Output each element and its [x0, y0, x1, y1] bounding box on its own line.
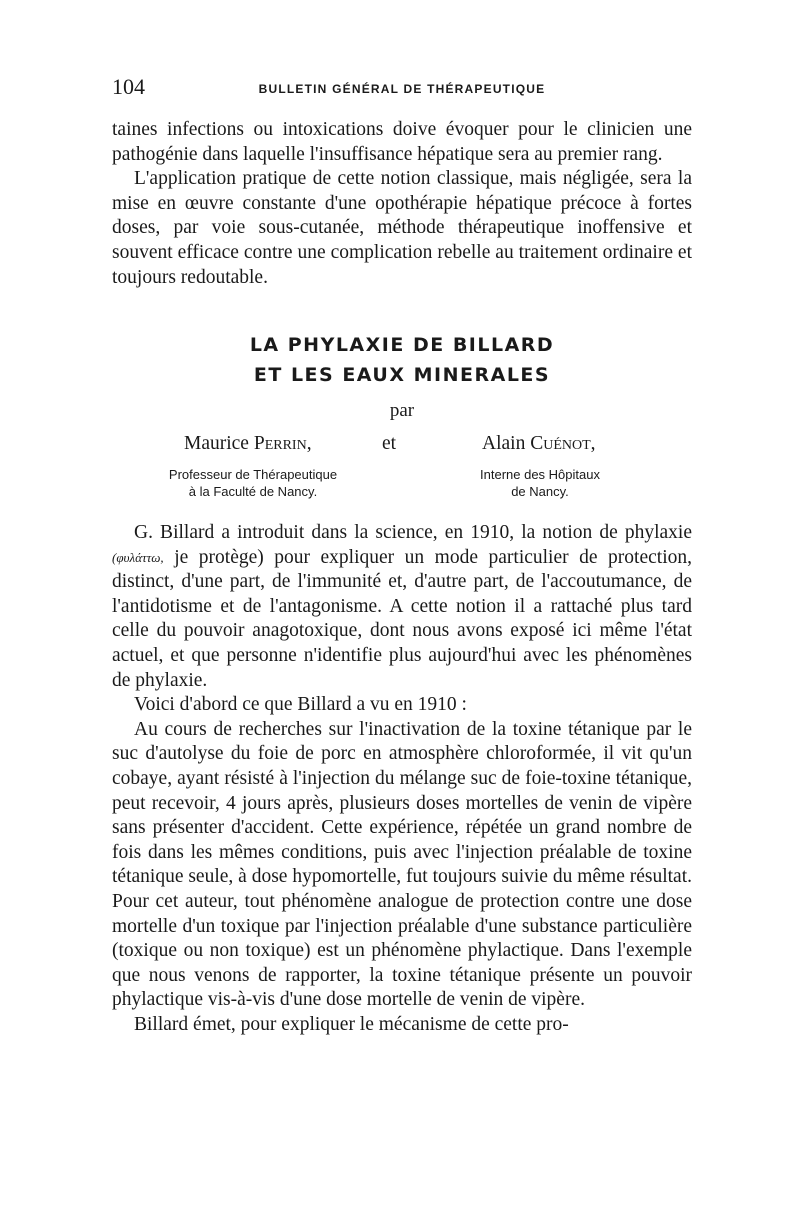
- author-1-first-name: Maurice: [184, 433, 254, 454]
- body-paragraph-1-start: G. Billard a introduit dans la science, en 1910, la notion de phylaxie: [134, 522, 692, 543]
- body-paragraph-1-end: je protège) pour expliquer un mode particulier de protection, distinct, d'une part, de l'immunité et, d'autre part, de l'accoutumance, de l'antidotisme et de l'antagonisme. A cette notion il a rattaché plus tard celle du pouvoir anagotoxique, dont nous avons exposé ici même l'état actuel, et que personne n'identifie plus aujourd'hui avec les phénomènes de phylaxie.: [112, 546, 692, 691]
- author-2-affiliation-line-1: Interne des Hôpitaux: [480, 467, 600, 482]
- author-1-affiliation-line-1: Professeur de Thérapeutique: [168, 467, 338, 482]
- author-2-name: [482, 433, 596, 455]
- byline-par: par: [389, 400, 415, 421]
- author-1-affiliation-line-2: à la Faculté de Nancy.: [188, 483, 318, 499]
- body-paragraph-4: Billard émet, pour expliquer le mécanisme de cette pro-: [134, 1013, 569, 1035]
- author-2-affiliation: [436, 467, 644, 500]
- article-body: [112, 521, 692, 1037]
- byline-conjunction: et: [382, 433, 397, 454]
- author-1-last-name: Perrin,: [253, 433, 312, 454]
- intro-text: [112, 118, 692, 290]
- author-2-first-name: Alain: [482, 433, 531, 454]
- article-title-line-2: ET LES EAUX MINERALES: [253, 364, 551, 386]
- author-1-name: [184, 433, 312, 455]
- author-2-last-name: Cuénot,: [530, 433, 596, 454]
- intro-paragraph-1: taines infections ou intoxications doive évoquer pour le clinicien une pathogénie dans laquelle l'insuffisance hépatique sera au premier rang.: [112, 119, 692, 165]
- article-title: [112, 330, 692, 390]
- body-paragraph-3: Au cours de recherches sur l'inactivation de la toxine tétanique par le suc d'autolyse du foie de porc en atmosphère chloroformée, il vit qu'un cobaye, ayant résisté à l'injection du mélange suc de foie-toxine tétanique, peut recevoir, 4 jours après, plusieurs doses mortelles de venin de vipère sans présenter d'accident. Cette expérience, répétée un grand nombre de fois dans les mêmes conditions, puis avec l'injection préalable de toxine tétanique seule, à dose hypomortelle, fut toujours suivie du même résultat. Pour cet auteur, tout phénomène analogue de protection contre une dose mortelle d'un toxique par l'injection préalable d'une substance particulière (toxique ou non toxique) est un phénomène phylactique. Dans l'exemple que nous venons de rapporter, la toxine tétanique présente un pouvoir phylactique vis-à-vis d'une dose mortelle de venin de vipère.: [112, 718, 692, 1011]
- author-2-affiliation-line-2: de Nancy.: [511, 483, 569, 499]
- greek-etymology: (φυλάττω,: [112, 549, 164, 565]
- body-paragraph-1: [112, 521, 692, 693]
- author-1-affiliation: [148, 467, 358, 500]
- body-paragraph-2: Voici d'abord ce que Billard a vu en 1910 :: [134, 694, 467, 716]
- running-head: [112, 72, 692, 102]
- journal-title: BULLETIN GÉNÉRAL DE THÉRAPEUTIQUE: [258, 82, 546, 96]
- intro-paragraph-2: L'application pratique de cette notion classique, mais négligée, sera la mise en œuvre constante d'une opothérapie hépatique précoce à fortes doses, par voie sous-cutanée, méthode thérapeutique inoffensive et souvent efficace contre une complication rebelle au traitement ordinaire et toujours redoutable.: [112, 168, 692, 288]
- article-title-line-1: LA PHYLAXIE DE BILLARD: [249, 334, 555, 356]
- page-number: 104: [112, 74, 145, 99]
